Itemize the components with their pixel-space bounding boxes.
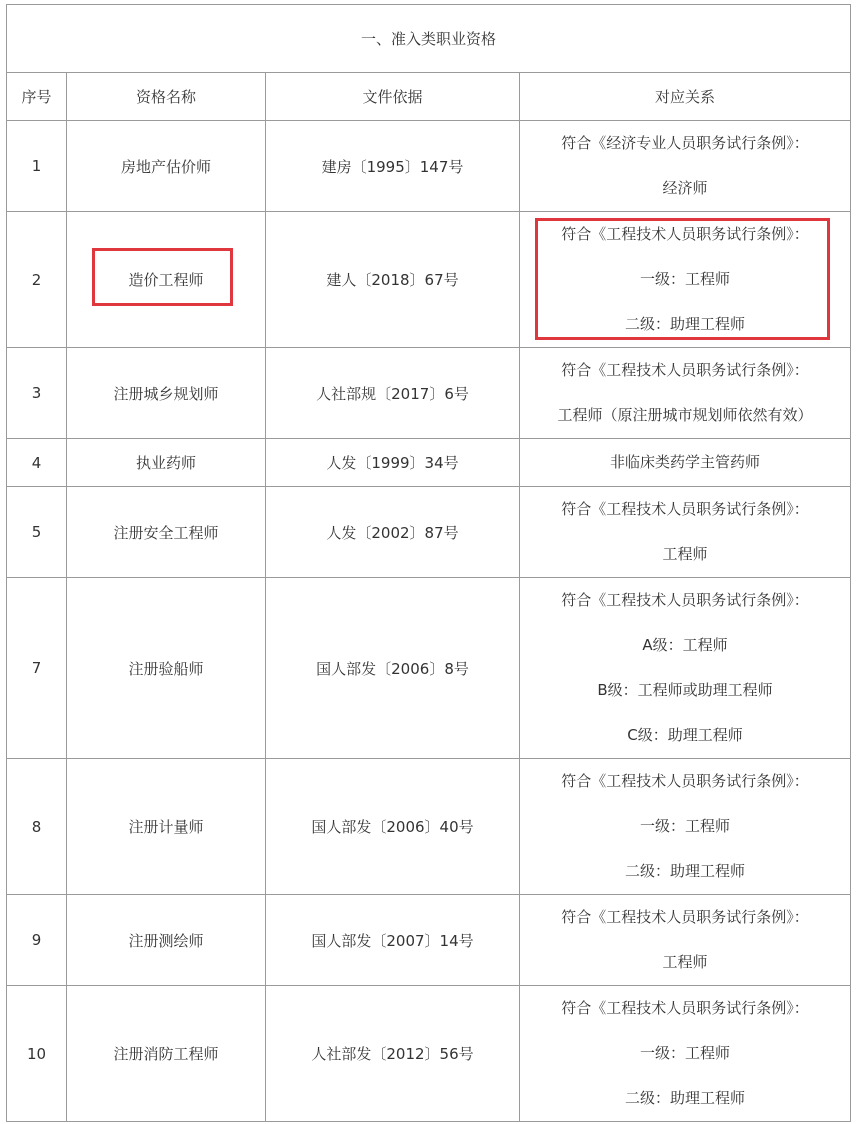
relation-line: 工程师 [662, 953, 708, 971]
relation-line: 二级：助理工程师 [625, 862, 746, 880]
qualification-table [6, 4, 851, 1122]
relation-line: B级：工程师或助理工程师 [597, 681, 773, 699]
header-seq: 序号 [7, 73, 67, 121]
cell-seq: 1 [7, 121, 67, 212]
relation-line: 符合《经济专业人员职务试行条例》： [561, 134, 809, 152]
cell-relation [520, 212, 851, 348]
cell-name: 注册测绘师 [67, 895, 266, 986]
relation-line: 工程师 [662, 545, 708, 563]
cell-seq: 4 [7, 439, 67, 487]
header-basis: 文件依据 [266, 73, 520, 121]
cell-name: 注册计量师 [67, 759, 266, 895]
relation-line: 符合《工程技术人员职务试行条例》： [561, 500, 809, 518]
table-row [7, 121, 851, 212]
relation-line: 二级：助理工程师 [625, 315, 746, 333]
table-title-row [7, 5, 851, 73]
relation-line: C级：助理工程师 [627, 726, 743, 744]
cell-seq: 5 [7, 487, 67, 578]
relation-line: 符合《工程技术人员职务试行条例》： [561, 225, 809, 243]
cell-basis: 人社部规〔2017〕6号 [266, 348, 520, 439]
relation-line: A级：工程师 [642, 636, 728, 654]
column-header-row [7, 73, 851, 121]
relation-line: 一级：工程师 [640, 817, 731, 835]
cell-relation [520, 121, 851, 212]
header-name: 资格名称 [67, 73, 266, 121]
header-relation: 对应关系 [520, 73, 851, 121]
relation-line: 符合《工程技术人员职务试行条例》： [561, 591, 809, 609]
table-row [7, 578, 851, 759]
cell-name: 房地产估价师 [67, 121, 266, 212]
relation-line: 符合《工程技术人员职务试行条例》： [561, 361, 809, 379]
relation-line: 经济师 [662, 179, 708, 197]
table-row [7, 895, 851, 986]
cell-basis: 人发〔2002〕87号 [266, 487, 520, 578]
table-title: 一、准入类职业资格 [7, 5, 851, 73]
cell-basis: 人社部发〔2012〕56号 [266, 986, 520, 1122]
cell-basis: 国人部发〔2006〕40号 [266, 759, 520, 895]
cell-name: 注册城乡规划师 [67, 348, 266, 439]
cell-seq: 2 [7, 212, 67, 348]
cell-name: 注册消防工程师 [67, 986, 266, 1122]
cell-seq: 3 [7, 348, 67, 439]
cell-relation [520, 986, 851, 1122]
cell-basis: 人发〔1999〕34号 [266, 439, 520, 487]
cell-name: 造价工程师 [67, 212, 266, 348]
cell-name: 注册安全工程师 [67, 487, 266, 578]
relation-line: 符合《工程技术人员职务试行条例》： [561, 999, 809, 1017]
table-row [7, 439, 851, 487]
cell-name: 注册验船师 [67, 578, 266, 759]
cell-seq: 8 [7, 759, 67, 895]
relation-line: 符合《工程技术人员职务试行条例》： [561, 908, 809, 926]
cell-basis: 建房〔1995〕147号 [266, 121, 520, 212]
table-row [7, 212, 851, 348]
table-body [7, 121, 851, 1122]
relation-line: 二级：助理工程师 [625, 1089, 746, 1107]
cell-seq: 7 [7, 578, 67, 759]
cell-basis: 建人〔2018〕67号 [266, 212, 520, 348]
cell-relation [520, 895, 851, 986]
cell-relation [520, 759, 851, 895]
relation-line: 非临床类药学主管药师 [610, 453, 761, 471]
cell-name: 执业药师 [67, 439, 266, 487]
relation-line: 一级：工程师 [640, 270, 731, 288]
cell-relation [520, 578, 851, 759]
cell-basis: 国人部发〔2007〕14号 [266, 895, 520, 986]
relation-line: 符合《工程技术人员职务试行条例》： [561, 772, 809, 790]
table-row [7, 348, 851, 439]
relation-line: 一级：工程师 [640, 1044, 731, 1062]
table-row [7, 759, 851, 895]
table-row [7, 487, 851, 578]
cell-basis: 国人部发〔2006〕8号 [266, 578, 520, 759]
cell-seq: 10 [7, 986, 67, 1122]
cell-relation [520, 348, 851, 439]
relation-line: 工程师（原注册城市规划师依然有效） [557, 406, 813, 424]
table-row [7, 986, 851, 1122]
cell-relation [520, 439, 851, 487]
cell-seq: 9 [7, 895, 67, 986]
cell-relation [520, 487, 851, 578]
